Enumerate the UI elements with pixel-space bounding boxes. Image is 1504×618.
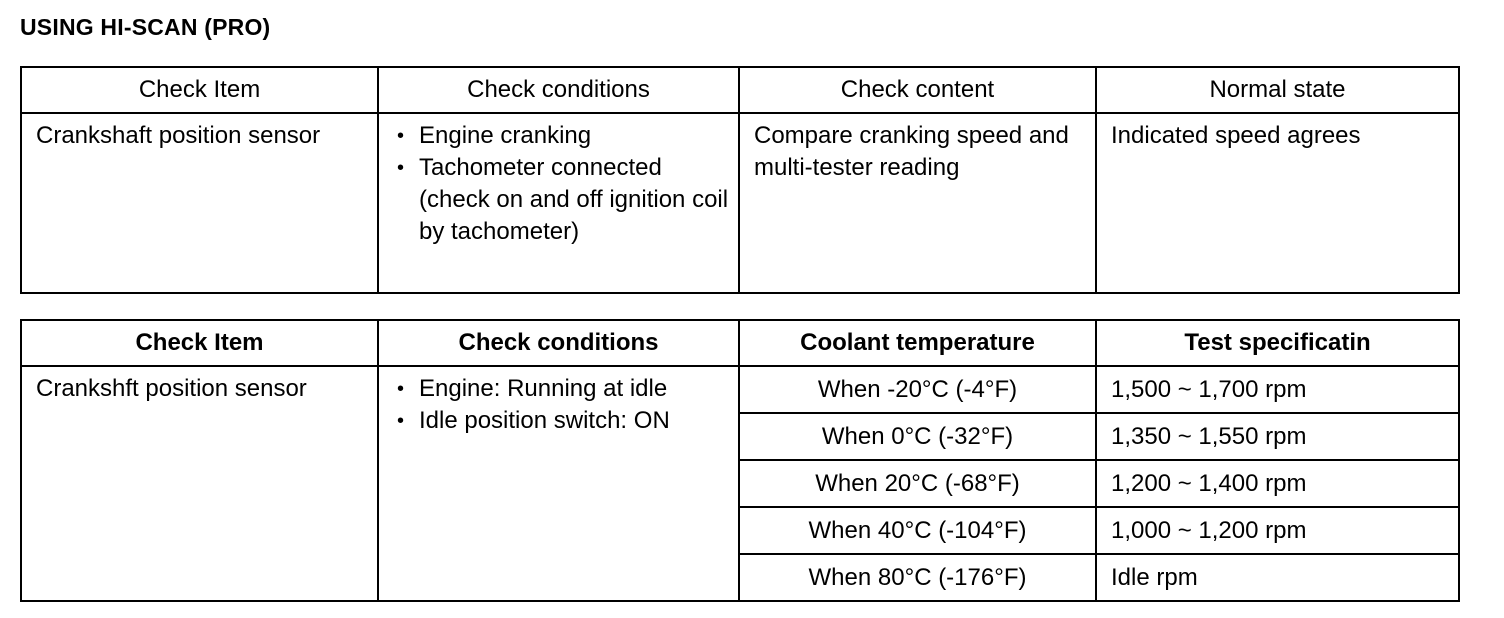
coolant-temp-cell: When 40°C (-104°F) xyxy=(739,507,1096,554)
column-header-check-item: Check Item xyxy=(21,67,378,113)
column-header-check-item: Check Item xyxy=(21,320,378,366)
check-item-text: Crankshaft position sensor xyxy=(36,122,321,149)
column-header-coolant-temperature: Coolant temperature xyxy=(739,320,1096,366)
test-spec-cell: Idle rpm xyxy=(1096,554,1459,601)
test-spec-cell: 1,500 ~ 1,700 rpm xyxy=(1096,366,1459,413)
coolant-temp-cell: When 0°C (-32°F) xyxy=(739,413,1096,460)
check-content-cell xyxy=(739,113,1096,293)
list-item: • Engine cranking xyxy=(419,120,730,152)
bullet-icon: • xyxy=(397,125,405,147)
column-header-normal-state: Normal state xyxy=(1096,67,1459,113)
list-item: • Tachometer connected (check on and off ignition coil by tachometer) xyxy=(397,154,729,245)
bullet-icon: • xyxy=(397,157,405,179)
check-item-cell xyxy=(21,113,378,293)
bullet-icon: • xyxy=(397,410,405,432)
conditions-list xyxy=(379,373,738,437)
check-conditions-cell xyxy=(378,113,739,293)
check-content-text: Compare cranking speed and multi-tester reading xyxy=(754,122,1069,181)
column-header-check-conditions: Check conditions xyxy=(378,67,739,113)
check-conditions-cell xyxy=(378,366,739,601)
column-header-test-specification: Test specificatin xyxy=(1096,320,1459,366)
column-header-check-content: Check content xyxy=(739,67,1096,113)
idle-speed-table xyxy=(20,319,1460,602)
conditions-list xyxy=(379,120,738,248)
table-row xyxy=(21,113,1459,293)
test-spec-cell: 1,000 ~ 1,200 rpm xyxy=(1096,507,1459,554)
bullet-icon: • xyxy=(397,378,405,400)
check-item-text: Crankshft position sensor xyxy=(36,375,307,402)
check-item-cell xyxy=(21,366,378,601)
test-spec-cell: 1,350 ~ 1,550 rpm xyxy=(1096,413,1459,460)
normal-state-cell xyxy=(1096,113,1459,293)
list-item: • Engine: Running at idle xyxy=(419,373,730,405)
column-header-check-conditions: Check conditions xyxy=(378,320,739,366)
table-header-row xyxy=(21,320,1459,366)
coolant-temp-cell: When 20°C (-68°F) xyxy=(739,460,1096,507)
normal-state-text: Indicated speed agrees xyxy=(1111,122,1361,149)
table-row xyxy=(21,366,1459,413)
coolant-temp-cell: When -20°C (-4°F) xyxy=(739,366,1096,413)
list-item: • Idle position switch: ON xyxy=(419,405,730,437)
page-heading: USING HI-SCAN (PRO) xyxy=(20,14,271,40)
coolant-temp-cell: When 80°C (-176°F) xyxy=(739,554,1096,601)
test-spec-cell: 1,200 ~ 1,400 rpm xyxy=(1096,460,1459,507)
table-header-row xyxy=(21,67,1459,113)
cranking-check-table xyxy=(20,66,1460,294)
